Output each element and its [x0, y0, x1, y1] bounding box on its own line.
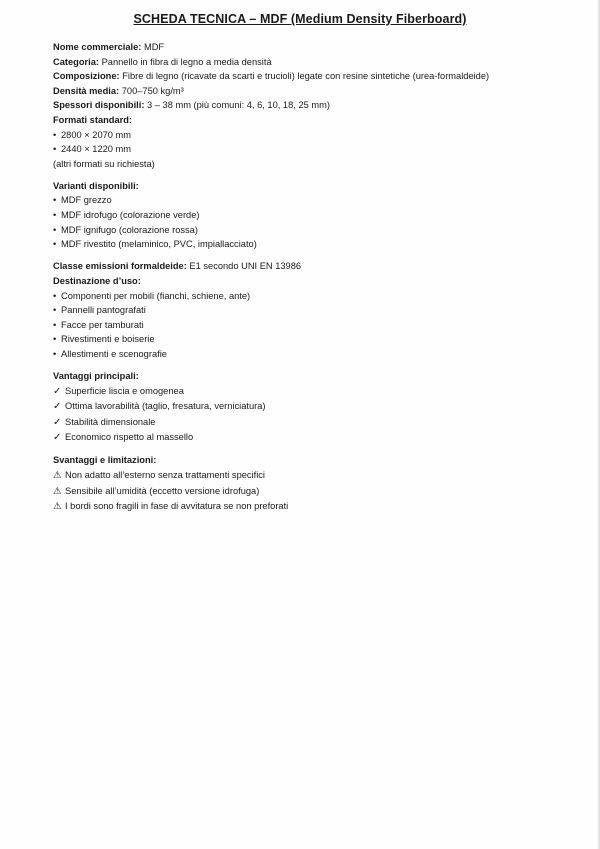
spec-row-name — [53, 40, 573, 55]
spec-row-composition — [53, 69, 573, 84]
list-item: • 2800 × 2070 mm — [53, 128, 573, 143]
spec-value: MDF — [143, 42, 165, 52]
warning-icon: ⚠ — [53, 485, 62, 497]
formats-note: (altri formati su richiesta) — [53, 158, 155, 169]
bullet-icon: • — [53, 144, 57, 155]
list-item: • Pannelli pantografati — [53, 303, 573, 318]
spec-row-thickness — [53, 98, 573, 113]
spec-value: 3 – 38 mm (più comuni: 4, 6, 10, 18, 25 mm) — [147, 100, 330, 111]
formats-heading: Formati standard: — [53, 114, 133, 125]
spec-label: Densità media: — [53, 85, 120, 96]
warning-icon: ⚠ — [53, 470, 62, 482]
bullet-icon: • — [53, 319, 57, 330]
spec-label: Nome commerciale: — [53, 42, 142, 52]
bullet-icon: • — [53, 224, 57, 235]
spec-value: 700–750 kg/m³ — [121, 85, 184, 96]
bullet-icon: • — [53, 239, 57, 250]
list-item: ⚠ Non adatto all’esterno senza trattamenti specifici — [53, 468, 573, 484]
spec-value: E1 secondo UNI EN 13986 — [189, 261, 302, 272]
spec-label: Composizione: — [53, 71, 120, 82]
spec-label: Classe emissioni formaldeide: — [53, 261, 187, 272]
list-item: • 2440 × 1220 mm — [53, 142, 573, 157]
spec-label: Categoria: — [53, 56, 99, 67]
disadvantages-heading: Svantaggi e limitazioni: — [53, 455, 157, 466]
list-item: • Rivestimenti e boiserie — [53, 332, 573, 347]
spec-value: Fibre di legno (ricavate da scarti e trucioli) legate con resine sintetiche (urea-formaldeide) — [122, 71, 490, 82]
checkmark-icon: ✓ — [53, 385, 62, 397]
bullet-icon: • — [53, 129, 57, 140]
document-body — [53, 40, 573, 515]
checkmark-icon: ✓ — [53, 401, 62, 413]
spec-row-category — [53, 55, 573, 70]
emissions-row — [53, 259, 573, 274]
list-item: ⚠ Sensibile all’umidità (eccetto versione idrofuga) — [53, 484, 573, 500]
bullet-icon: • — [53, 210, 57, 221]
bullet-icon: • — [53, 305, 57, 316]
list-item: • MDF idrofugo (colorazione verde) — [53, 208, 573, 223]
checkmark-icon: ✓ — [53, 432, 62, 444]
list-item: ✓ Stabilità dimensionale — [53, 415, 573, 431]
bullet-icon: • — [53, 195, 57, 206]
list-item: • Allestimenti e scenografie — [53, 347, 573, 362]
spec-label: Spessori disponibili: — [53, 100, 145, 111]
list-item: • Componenti per mobili (fianchi, schiene, ante) — [53, 289, 573, 304]
checkmark-icon: ✓ — [53, 416, 62, 428]
list-item: ✓ Economico rispetto al massello — [53, 430, 573, 446]
bullet-icon: • — [53, 348, 57, 359]
warning-icon: ⚠ — [53, 501, 62, 513]
spec-value: Pannello in fibra di legno a media densità — [101, 56, 272, 67]
list-item: • MDF grezzo — [53, 193, 573, 208]
list-item: ✓ Ottima lavorabilità (taglio, fresatura, verniciatura) — [53, 399, 573, 415]
list-item: • MDF rivestito (melaminico, PVC, impiallacciato) — [53, 237, 573, 252]
uses-heading: Destinazione d’uso: — [53, 275, 141, 286]
list-item: ⚠ I bordi sono fragili in fase di avvitatura se non preforati — [53, 499, 573, 515]
variants-heading: Varianti disponibili: — [53, 180, 139, 191]
bullet-icon: • — [53, 334, 57, 345]
advantages-heading: Vantaggi principali: — [53, 370, 139, 381]
bullet-icon: • — [53, 290, 57, 301]
list-item: ✓ Superficie liscia e omogenea — [53, 384, 573, 400]
list-item: • Facce per tamburati — [53, 318, 573, 333]
list-item: • MDF ignifugo (colorazione rossa) — [53, 223, 573, 238]
document-title: SCHEDA TECNICA – MDF (Medium Density Fiberboard) — [133, 12, 467, 26]
spec-row-density — [53, 84, 573, 99]
